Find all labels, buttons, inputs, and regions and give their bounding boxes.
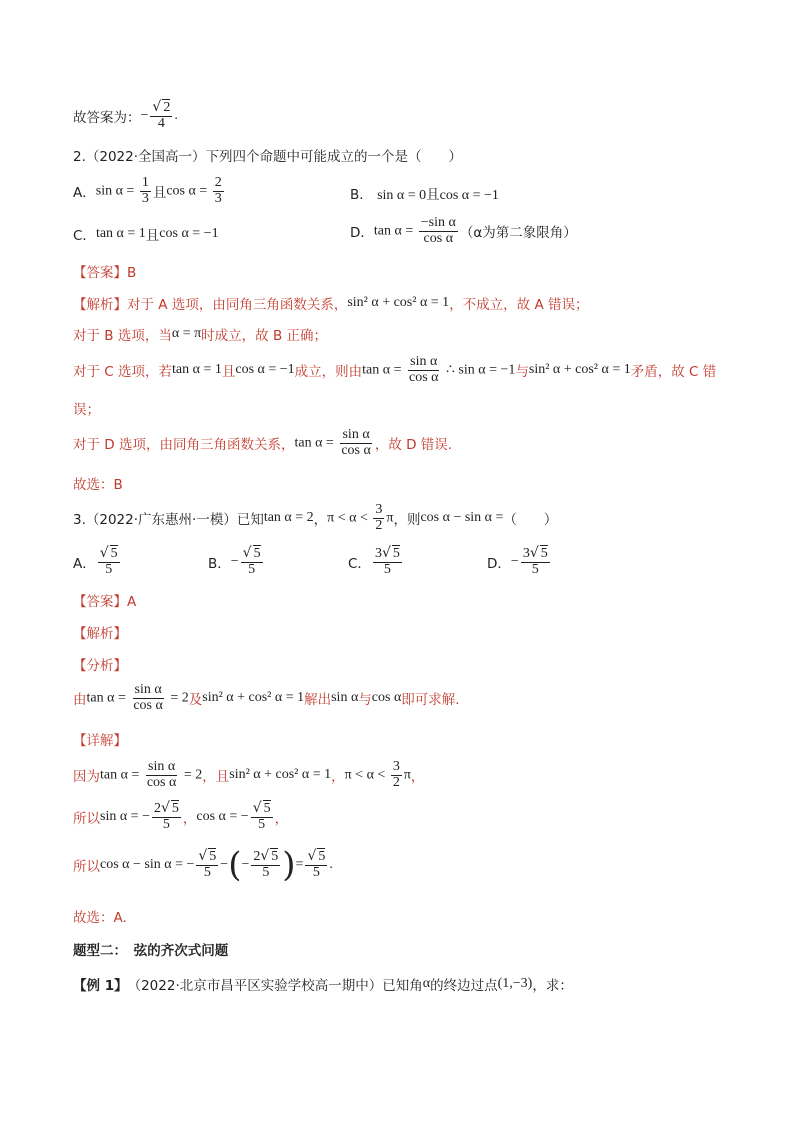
q2-option-d: D． tan α = $\frac{\text{−sin α}}{\text{cos α}}$ （α为第二象限角） [350, 215, 577, 246]
q3-xiangjie: 【详解】 [73, 733, 127, 749]
q3-option-d: D． − $\frac{3√ 5}{5}$ [487, 545, 548, 577]
q3-option-c: C． $\frac{3√ 5}{5}$ [348, 545, 400, 577]
q3-option-a: A． $\frac{√ 5}{5}$ [73, 545, 118, 577]
q2-choose: 故选：B [73, 477, 123, 493]
section-title: 题型二： 弦的齐次式问题 [73, 943, 229, 959]
q2-stem: 2.（2022·全国高一）下列四个命题中可能成立的一个是（ ） [73, 149, 463, 165]
q2-answer: 【答案】B [73, 265, 137, 281]
q3-detail-3: 所以 cos α − sin α = − $\frac{√ 5}{5}$ − ( − $\frac{2√ 5}{5}$ ) = $\frac{√ 5}{5}$ . [73, 845, 333, 885]
q3-jiexi: 【解析】 [73, 626, 127, 642]
example-1: 【例 1】 （2022·北京市昌平区实验学校高一期中）已知角 α 的终边过点 (1,−3) ，求： [73, 976, 573, 994]
q3-detail-1: 因为 tan α = $\frac{\text{sin α}}{\text{cos α}}$ = 2 ，且 sin² α + cos² α = 1 ， π < α < $\frac{3}{2}$ π ， [73, 759, 425, 790]
q2-analysis-2: 对于 B 选项，当 α = π 时成立，故 B 正确； [73, 326, 328, 344]
q2-analysis-1: 【解析】对于 A 选项，由同角三角函数关系， sin² α + cos² α = 1 ，不成立，故 A 错误； [73, 295, 589, 313]
q3-detail-2: 所以 sin α = − $\frac{2√ 5}{5}$ ， cos α = − $\frac{√ 5}{5}$ ， [73, 800, 289, 832]
q3-answer: 【答案】A [73, 594, 137, 610]
answer-prefix: 故答案为： [73, 109, 141, 126]
q2-option-b: B． sin α = 0且cos α = −1 [350, 187, 499, 203]
q3-choose: 故选：A. [73, 910, 127, 926]
q2-analysis-3-cont: 误； [73, 402, 100, 418]
answer-line [73, 100, 178, 131]
answer-formula: − $\frac{√ 2}{4}$ . [140, 99, 178, 131]
q3-fenxi: 【分析】 [73, 658, 127, 674]
q3-stem: 3.（2022·广东惠州·一模）已知 tan α = 2 ， π < α < $\frac{3}{2}$ π ，则 cos α − sin α = （ ） [73, 502, 558, 533]
q3-option-b: B． − $\frac{√ 5}{5}$ [208, 545, 261, 577]
q2-analysis-3: 对于 C 选项，若 tan α = 1 且 cos α = −1 成立，则由 tan α = $\frac{\text{sin α}}{\text{cos α}}$ ∴ sin α = −1 与 sin² α + cos² α = 1 矛盾，故 C 错 [73, 354, 717, 385]
q2-option-c: C． tan α = 1 且 cos α = −1 [73, 226, 219, 244]
q2-analysis-4: 对于 D 选项，由同角三角函数关系， tan α = $\frac{\text{sin α}}{\text{cos α}}$ ，故 D 错误. [73, 427, 453, 458]
q2-option-a: A． sin α = $\frac{1}{3}$ 且 cos α = $\frac{2}{3}$ [73, 175, 222, 206]
q3-fenxi-body: 由 tan α = $\frac{\text{sin α}}{\text{cos α}}$ = 2 及 sin² α + cos² α = 1 解出 sin α 与 cos α 即可求解. [73, 682, 460, 713]
